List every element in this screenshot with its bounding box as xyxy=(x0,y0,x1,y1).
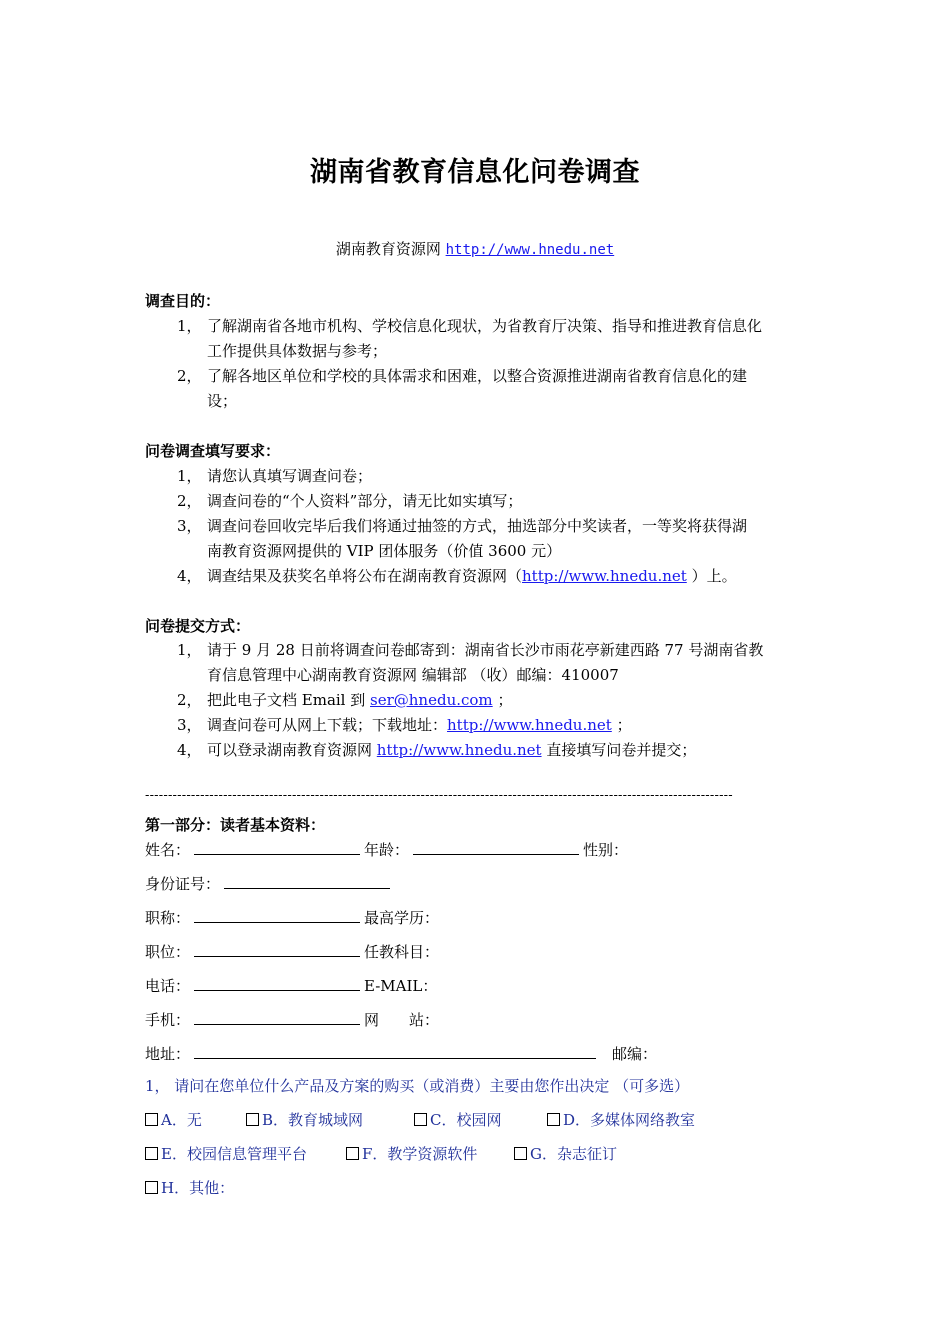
purpose-item-1-line2: 工作提供具体数据与参考； xyxy=(207,342,388,360)
position-label: 职位： xyxy=(145,943,191,961)
row-title xyxy=(145,907,439,928)
subtitle-org: 湖南教育资源网 xyxy=(335,240,441,258)
address-input[interactable] xyxy=(194,1044,596,1059)
section-divider: -------------------------------------------------------------------------------------------------------------------------------- xyxy=(145,788,733,803)
row-phone xyxy=(145,975,437,996)
education-label: 最高学历： xyxy=(364,909,440,927)
q1-option-b[interactable]: B．教育城域网 xyxy=(246,1109,363,1130)
req-item-4-num: 4， xyxy=(177,567,202,585)
req-item-2-text: 调查问卷的“个人资料”部分，请无比如实填写； xyxy=(207,492,523,510)
row-id xyxy=(145,873,394,894)
mobile-label: 手机： xyxy=(145,1011,191,1029)
name-label: 姓名： xyxy=(145,841,191,859)
checkbox-icon[interactable] xyxy=(246,1113,259,1126)
req-item-3-line1: 调查问卷回收完毕后我们将通过抽签的方式，抽选部分中奖读者，一等奖将获得湖 xyxy=(207,517,748,535)
question-1: 1， 请问在您单位什么产品及方案的购买（或消费）主要由您作出决定 （可多选） xyxy=(145,1077,690,1095)
req-item-2-num: 2， xyxy=(177,492,202,510)
purpose-item-2-num: 2， xyxy=(177,367,202,385)
submit-item-1-num: 1， xyxy=(177,641,202,659)
gender-label: 性别： xyxy=(583,841,629,859)
subtitle-link[interactable]: http://www.hnedu.net xyxy=(445,242,615,258)
req-item-1-text: 请您认真填写调查问卷； xyxy=(207,467,373,485)
q1-option-a[interactable]: A．无 xyxy=(145,1109,202,1130)
req-item-4-post: ）上。 xyxy=(686,567,737,585)
checkbox-icon[interactable] xyxy=(145,1147,158,1160)
checkbox-icon[interactable] xyxy=(145,1181,158,1194)
subject-label: 任教科目： xyxy=(364,943,440,961)
age-label: 年龄： xyxy=(364,841,410,859)
title-input[interactable] xyxy=(194,908,360,923)
name-input[interactable] xyxy=(194,840,360,855)
q1-option-d[interactable]: D．多媒体网络教室 xyxy=(547,1109,695,1130)
submit-item-3 xyxy=(207,714,632,735)
submit-item-3-post: ； xyxy=(611,716,632,734)
submit-item-3-pre: 调查问卷可从网上下载；下载地址： xyxy=(207,716,448,734)
requirements-heading: 问卷调查填写要求： xyxy=(145,442,281,460)
submit-item-4-post: 直接填写问卷并提交； xyxy=(541,741,697,759)
req-item-4 xyxy=(207,565,737,586)
q1-option-e[interactable]: E．校园信息管理平台 xyxy=(145,1143,307,1164)
row-address xyxy=(145,1043,657,1064)
purpose-item-2-line1: 了解各地区单位和学校的具体需求和困难，以整合资源推进湖南省教育信息化的建 xyxy=(207,367,748,385)
submit-download-link[interactable]: http://www.hnedu.net xyxy=(447,716,612,734)
phone-label: 电话： xyxy=(145,977,191,995)
purpose-item-1-line1: 了解湖南省各地市机构、学校信息化现状，为省教育厅决策、指导和推进教育信息化 xyxy=(207,317,763,335)
submit-item-2-post: ； xyxy=(492,691,513,709)
row-mobile xyxy=(145,1009,439,1030)
purpose-item-2-line2: 设； xyxy=(207,392,238,410)
title-label: 职称： xyxy=(145,909,191,927)
row-name xyxy=(145,839,628,860)
req-item-4-pre: 调查结果及获奖名单将公布在湖南教育资源网（ xyxy=(207,567,523,585)
submit-site-link[interactable]: http://www.hnedu.net xyxy=(376,741,542,759)
age-input[interactable] xyxy=(413,840,579,855)
id-card-label: 身份证号： xyxy=(145,875,221,893)
website-label: 网 站： xyxy=(364,1011,440,1029)
q1-option-g[interactable]: G．杂志征订 xyxy=(514,1143,617,1164)
email-label: E-MAIL： xyxy=(364,977,438,995)
position-input[interactable] xyxy=(194,942,360,957)
submit-heading: 问卷提交方式： xyxy=(145,617,251,635)
submit-item-1-line1: 请于 9 月 28 日前将调查问卷邮寄到：湖南省长沙市雨花亭新建西路 77 号湖南省教 xyxy=(207,641,764,659)
checkbox-icon[interactable] xyxy=(145,1113,158,1126)
subtitle xyxy=(0,238,950,259)
submit-item-2-pre: 把此电子文档 Email 到 xyxy=(207,691,371,709)
q1-option-c[interactable]: C．校园网 xyxy=(414,1109,501,1130)
purpose-item-1-num: 1， xyxy=(177,317,202,335)
q1-option-h[interactable]: H．其他： xyxy=(145,1177,234,1198)
postcode-label: 邮编： xyxy=(612,1045,658,1063)
submit-email-link[interactable]: ser@hnedu.com xyxy=(370,691,493,709)
checkbox-icon[interactable] xyxy=(547,1113,560,1126)
req-item-3-line2: 南教育资源网提供的 VIP 团体服务（价值 3600 元） xyxy=(207,542,562,560)
purpose-heading: 调查目的： xyxy=(145,292,221,310)
page-title: 湖南省教育信息化问卷调查 xyxy=(310,157,640,188)
mobile-input[interactable] xyxy=(194,1010,360,1025)
phone-input[interactable] xyxy=(194,976,360,991)
checkbox-icon[interactable] xyxy=(414,1113,427,1126)
part1-heading: 第一部分：读者基本资料： xyxy=(145,816,326,834)
submit-item-4-pre: 可以登录湖南教育资源网 xyxy=(207,741,377,759)
req-item-1-num: 1， xyxy=(177,467,202,485)
q1-option-f[interactable]: F．教学资源软件 xyxy=(346,1143,477,1164)
req-item-4-link[interactable]: http://www.hnedu.net xyxy=(522,567,687,585)
submit-item-1-line2: 育信息管理中心湖南教育资源网 编辑部 （收）邮编：410007 xyxy=(207,666,619,684)
submit-item-2 xyxy=(207,689,512,710)
address-label: 地址： xyxy=(145,1045,191,1063)
checkbox-icon[interactable] xyxy=(514,1147,527,1160)
submit-item-3-num: 3， xyxy=(177,716,202,734)
submit-item-4 xyxy=(207,739,696,760)
req-item-3-num: 3， xyxy=(177,517,202,535)
checkbox-icon[interactable] xyxy=(346,1147,359,1160)
submit-item-4-num: 4， xyxy=(177,741,202,759)
row-position xyxy=(145,941,439,962)
id-card-input[interactable] xyxy=(224,874,390,889)
submit-item-2-num: 2， xyxy=(177,691,202,709)
